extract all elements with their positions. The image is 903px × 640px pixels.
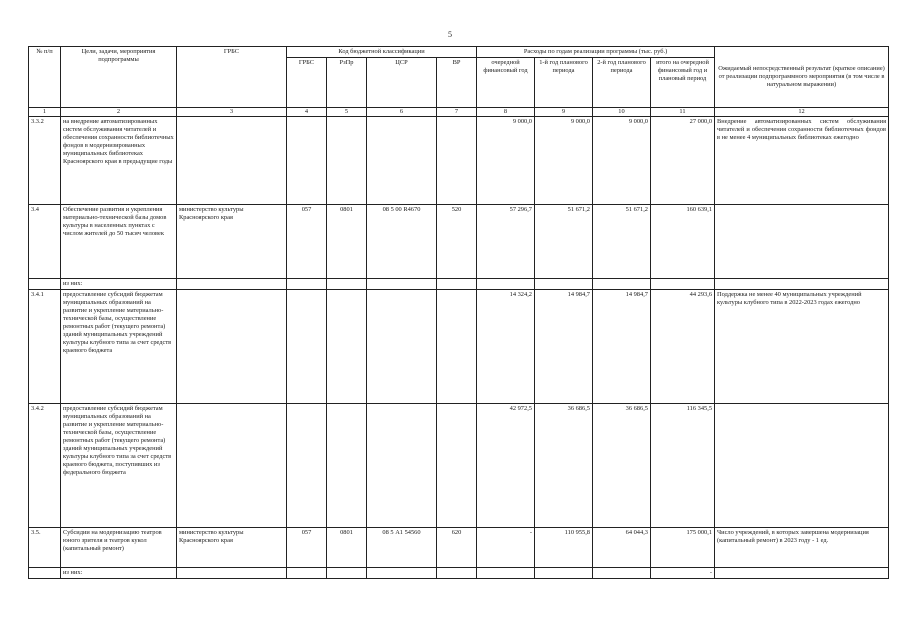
row-name: Обеспечение развития и укрепления материально-технической базы домов культуры в населенных пунктах с числом жителей до 50 тысяч человек bbox=[61, 205, 177, 279]
row-result: Поддержка не менее 40 муниципальных учреждений культуры клубного типа в 2022-2023 годах ежегодно bbox=[715, 290, 889, 404]
column-number: 8 bbox=[477, 108, 535, 117]
row-number: 3.4 bbox=[29, 205, 61, 279]
column-number: 11 bbox=[651, 108, 715, 117]
row-result bbox=[715, 205, 889, 279]
column-number: 12 bbox=[715, 108, 889, 117]
row-grbs bbox=[177, 117, 287, 205]
row-year-1: 110 955,8 bbox=[535, 528, 593, 568]
row-csr bbox=[367, 279, 437, 290]
table-row bbox=[29, 568, 889, 579]
row-year-current: 14 324,2 bbox=[477, 290, 535, 404]
row-year-total: 44 293,6 bbox=[651, 290, 715, 404]
row-year-total: 116 345,5 bbox=[651, 404, 715, 528]
row-number: 3.3.2 bbox=[29, 117, 61, 205]
row-grbs-code: 057 bbox=[287, 205, 327, 279]
row-grbs: министерство культуры Красноярского края bbox=[177, 205, 287, 279]
row-year-1: 36 686,5 bbox=[535, 404, 593, 528]
table-row bbox=[29, 279, 889, 290]
table-row bbox=[29, 205, 889, 279]
row-rzpr bbox=[327, 279, 367, 290]
row-year-2 bbox=[593, 279, 651, 290]
row-vr bbox=[437, 568, 477, 579]
header-grbs-code: ГРБС bbox=[287, 58, 327, 108]
row-year-total: 27 000,0 bbox=[651, 117, 715, 205]
column-number: 9 bbox=[535, 108, 593, 117]
row-result bbox=[715, 279, 889, 290]
row-name: Субсидии на модернизацию театров юного зрителя и театров кукол (капитальный ремонт) bbox=[61, 528, 177, 568]
table-row bbox=[29, 528, 889, 568]
row-csr bbox=[367, 404, 437, 528]
row-year-2 bbox=[593, 568, 651, 579]
header-year-current: очередной финансовый год bbox=[477, 58, 535, 108]
row-year-1 bbox=[535, 568, 593, 579]
header-code-group: Код бюджетной классификации bbox=[287, 47, 477, 58]
row-year-1: 9 000,0 bbox=[535, 117, 593, 205]
program-table bbox=[28, 46, 889, 579]
row-number: 3.4.1 bbox=[29, 290, 61, 404]
row-number: 3.4.2 bbox=[29, 404, 61, 528]
table-row bbox=[29, 290, 889, 404]
row-vr bbox=[437, 404, 477, 528]
row-year-total: 160 639,1 bbox=[651, 205, 715, 279]
row-name: из них: bbox=[61, 279, 177, 290]
row-grbs bbox=[177, 404, 287, 528]
row-csr: 08 5 А1 54560 bbox=[367, 528, 437, 568]
row-vr bbox=[437, 279, 477, 290]
row-result bbox=[715, 404, 889, 528]
page-number: 5 bbox=[448, 30, 452, 39]
row-year-current: - bbox=[477, 528, 535, 568]
row-csr: 08 5 00 R4670 bbox=[367, 205, 437, 279]
row-year-1 bbox=[535, 279, 593, 290]
row-rzpr bbox=[327, 404, 367, 528]
column-number: 5 bbox=[327, 108, 367, 117]
column-number: 6 bbox=[367, 108, 437, 117]
row-year-2: 51 671,2 bbox=[593, 205, 651, 279]
row-number bbox=[29, 279, 61, 290]
row-year-1: 51 671,2 bbox=[535, 205, 593, 279]
row-name: предоставление субсидий бюджетам муниципальных образований на развитие и укрепление материально-технической базы, осуществление ремонтных работ (текущего ремонта) зданий муниципальных учреждений культуры клубного типа за счет средств краевого бюджета, поступивших из федерального бюджета bbox=[61, 404, 177, 528]
row-vr: 620 bbox=[437, 528, 477, 568]
column-number: 1 bbox=[29, 108, 61, 117]
header-year-1: 1-й год планового периода bbox=[535, 58, 593, 108]
row-grbs bbox=[177, 279, 287, 290]
row-grbs-code: 057 bbox=[287, 528, 327, 568]
header-result: Ожидаемый непосредственный результат (краткое описание) от реализации подпрограммного мероприятия (в том числе в натуральном выражении) bbox=[715, 47, 889, 108]
row-year-current: 9 000,0 bbox=[477, 117, 535, 205]
header-vr: ВР bbox=[437, 58, 477, 108]
row-name: на внедрение автоматизированных систем обслуживания читателей и обеспечения сохранности библиотечных фондов в модернизированных муниципальных библиотеках Красноярского края в предыдущие годы bbox=[61, 117, 177, 205]
header-no: № п/п bbox=[29, 47, 61, 108]
row-year-total: 175 000,1 bbox=[651, 528, 715, 568]
row-rzpr: 0801 bbox=[327, 528, 367, 568]
header-goals: Цели, задачи, мероприятия подпрограммы bbox=[61, 47, 177, 108]
row-csr bbox=[367, 290, 437, 404]
row-result bbox=[715, 568, 889, 579]
column-number: 10 bbox=[593, 108, 651, 117]
column-number: 2 bbox=[61, 108, 177, 117]
row-result: Число учреждений, в которых завершена модернизация (капитальный ремонт) в 2023 году - 1 ед. bbox=[715, 528, 889, 568]
row-vr: 520 bbox=[437, 205, 477, 279]
table-row bbox=[29, 404, 889, 528]
row-grbs-code bbox=[287, 117, 327, 205]
header-grbs: ГРБС bbox=[177, 47, 287, 108]
row-rzpr bbox=[327, 568, 367, 579]
row-year-2: 36 686,5 bbox=[593, 404, 651, 528]
row-vr bbox=[437, 290, 477, 404]
row-year-current bbox=[477, 279, 535, 290]
row-csr bbox=[367, 568, 437, 579]
row-csr bbox=[367, 117, 437, 205]
row-year-current bbox=[477, 568, 535, 579]
row-grbs-code bbox=[287, 404, 327, 528]
row-rzpr bbox=[327, 117, 367, 205]
row-year-2: 64 044,3 bbox=[593, 528, 651, 568]
row-grbs-code bbox=[287, 568, 327, 579]
row-rzpr bbox=[327, 290, 367, 404]
header-rzpr: РзПр bbox=[327, 58, 367, 108]
row-grbs-code bbox=[287, 279, 327, 290]
row-grbs-code bbox=[287, 290, 327, 404]
row-name: предоставление субсидий бюджетам муниципальных образований на развитие и укрепление материально-технической базы, осуществление ремонтных работ (текущего ремонта) зданий муниципальных учреждений культуры клубного типа за счет средств краевого бюджета bbox=[61, 290, 177, 404]
column-numbers-row bbox=[29, 108, 889, 117]
row-year-current: 42 972,5 bbox=[477, 404, 535, 528]
header-spend-group: Расходы по годам реализации программы (тыс. руб.) bbox=[477, 47, 715, 58]
column-number: 4 bbox=[287, 108, 327, 117]
column-number: 7 bbox=[437, 108, 477, 117]
row-year-total: - bbox=[651, 568, 715, 579]
row-grbs bbox=[177, 290, 287, 404]
header-year-total: итого на очередной финансовый год и плановый период bbox=[651, 58, 715, 108]
header-year-2: 2-й год планового периода bbox=[593, 58, 651, 108]
column-number: 3 bbox=[177, 108, 287, 117]
row-year-1: 14 984,7 bbox=[535, 290, 593, 404]
row-name: из них: bbox=[61, 568, 177, 579]
table-row bbox=[29, 117, 889, 205]
row-vr bbox=[437, 117, 477, 205]
row-grbs bbox=[177, 568, 287, 579]
row-result: Внедрение автоматизированных систем обслуживания читателей и обеспечения сохранности библиотечных фондов в не менее 4 муниципальных библиотеках ежегодно bbox=[715, 117, 889, 205]
header-csr: ЦСР bbox=[367, 58, 437, 108]
row-number: 3.5. bbox=[29, 528, 61, 568]
row-year-current: 57 296,7 bbox=[477, 205, 535, 279]
row-year-2: 9 000,0 bbox=[593, 117, 651, 205]
row-year-total bbox=[651, 279, 715, 290]
row-year-2: 14 984,7 bbox=[593, 290, 651, 404]
row-number bbox=[29, 568, 61, 579]
row-grbs: министерство культуры Красноярского края bbox=[177, 528, 287, 568]
row-rzpr: 0801 bbox=[327, 205, 367, 279]
